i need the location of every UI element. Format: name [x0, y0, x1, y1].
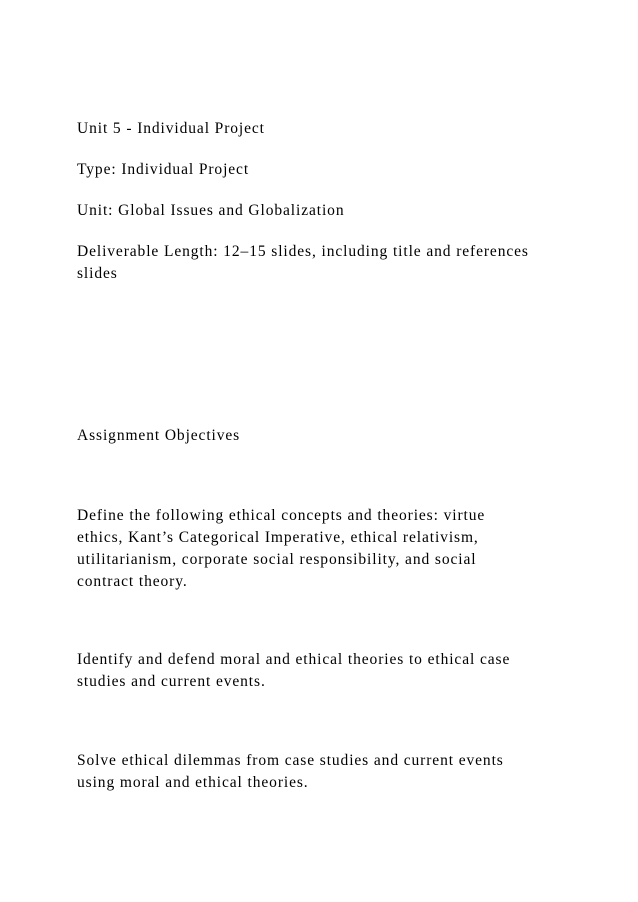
- unit-name: Unit: Global Issues and Globalization: [77, 202, 345, 219]
- project-type: Type: Individual Project: [77, 161, 250, 178]
- objective-3-line-1: Solve ethical dilemmas from case studies and current events: [77, 752, 504, 769]
- objective-1-line-4: contract theory.: [77, 573, 188, 590]
- objective-2-line-2: studies and current events.: [77, 673, 266, 690]
- objective-1-line-1: Define the following ethical concepts and theories: virtue: [77, 507, 486, 524]
- objectives-heading: Assignment Objectives: [77, 427, 241, 444]
- objective-3-line-2: using moral and ethical theories.: [77, 774, 309, 791]
- document-title: Unit 5 - Individual Project: [77, 120, 265, 137]
- objective-2-line-1: Identify and defend moral and ethical theories to ethical case: [77, 651, 511, 668]
- objective-1-line-2: ethics, Kant’s Categorical Imperative, ethical relativism,: [77, 529, 479, 546]
- deliverable-length: Deliverable Length: 12–15 slides, including title and references: [77, 243, 529, 260]
- deliverable-length-continued: slides: [77, 265, 118, 282]
- objective-1-line-3: utilitarianism, corporate social responsibility, and social: [77, 551, 477, 568]
